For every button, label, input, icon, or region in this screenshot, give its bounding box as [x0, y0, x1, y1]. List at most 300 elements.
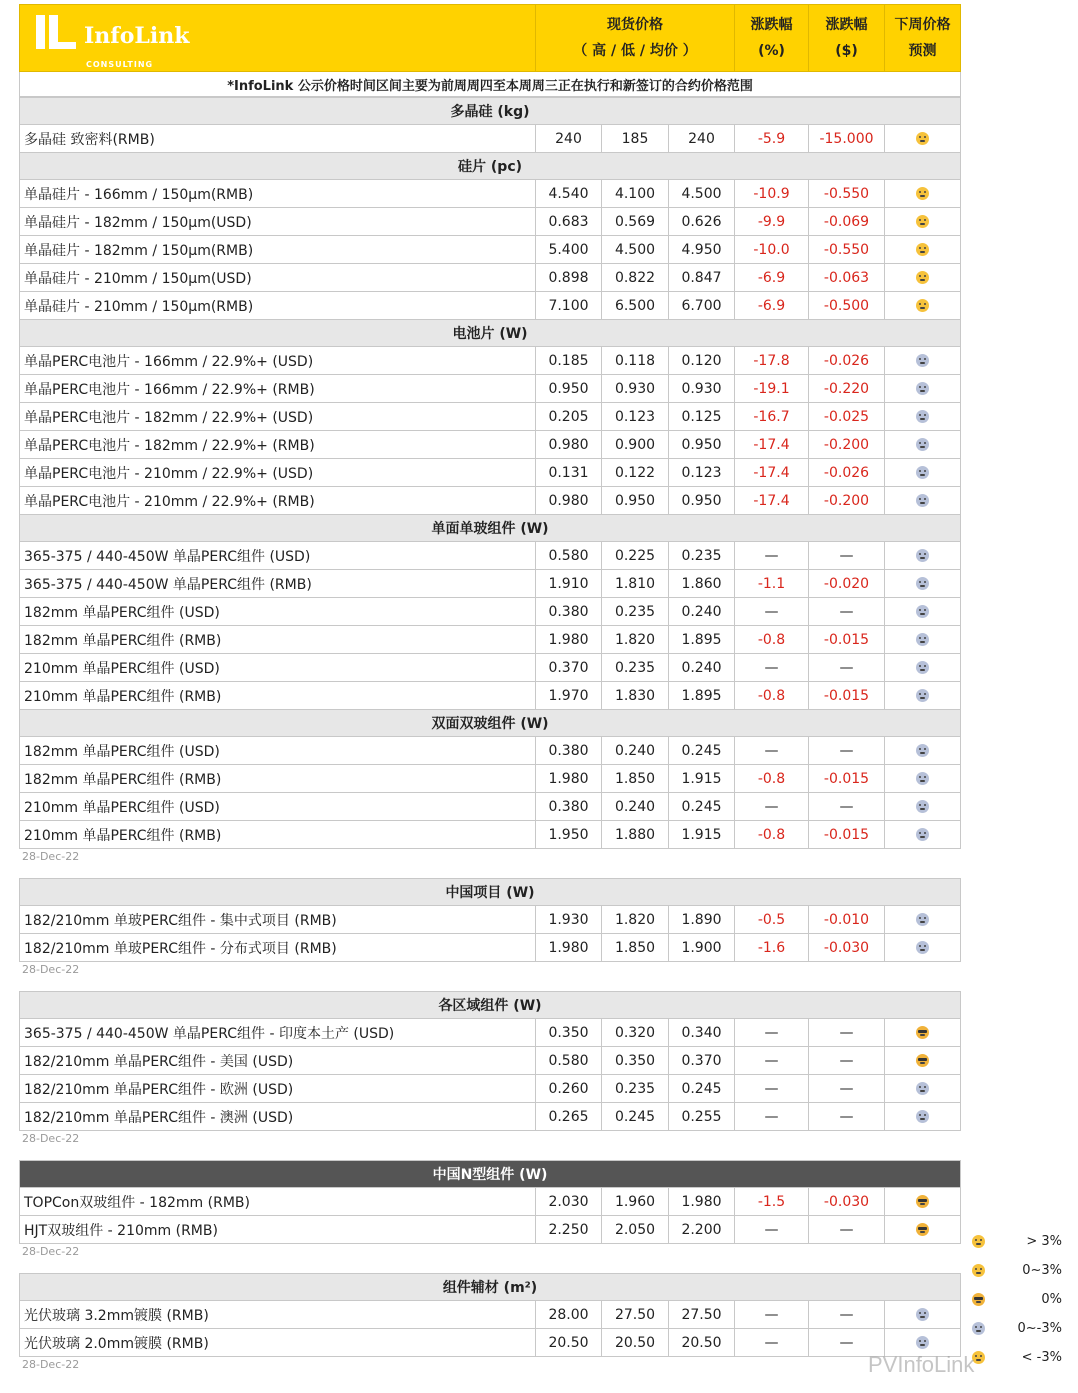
price-avg: 0.245 [669, 1075, 735, 1103]
price-high: 0.265 [536, 1103, 602, 1131]
spot-price-header-line2: （ 高 / 低 / 均价 ） [573, 43, 697, 59]
change-percent: -16.7 [735, 403, 809, 431]
forecast-cell [885, 906, 961, 934]
price-low: 6.500 [602, 292, 669, 320]
change-percent: -0.8 [735, 626, 809, 654]
change-percent: — [735, 598, 809, 626]
product-name: 多晶硅 致密料(RMB) [20, 125, 536, 153]
forecast-cell [885, 264, 961, 292]
price-high: 0.260 [536, 1075, 602, 1103]
price-avg: 6.700 [669, 292, 735, 320]
forecast-cell [885, 934, 961, 962]
price-low: 2.050 [602, 1216, 669, 1244]
table-row [20, 737, 961, 765]
table-row [20, 1188, 961, 1216]
legend-item [964, 1348, 1074, 1368]
sunglasses-face-icon [972, 1293, 985, 1306]
product-name: TOPCon双玻组件 - 182mm (RMB) [20, 1188, 536, 1216]
change-usd: -0.030 [809, 1188, 885, 1216]
sunglasses-face-icon [916, 1054, 929, 1067]
legend-label: 0~3% [1022, 1263, 1062, 1278]
product-name: 单晶硅片 - 166mm / 150μm(RMB) [20, 180, 536, 208]
table-row [20, 906, 961, 934]
change-percent: — [735, 1216, 809, 1244]
table-row [20, 375, 961, 403]
product-name: 单晶硅片 - 210mm / 150μm(USD) [20, 264, 536, 292]
price-low: 4.500 [602, 236, 669, 264]
price-low: 0.235 [602, 1075, 669, 1103]
price-avg: 1.895 [669, 682, 735, 710]
price-avg: 0.950 [669, 487, 735, 515]
price-avg: 1.900 [669, 934, 735, 962]
forecast-cell [885, 347, 961, 375]
price-low: 27.50 [602, 1301, 669, 1329]
forecast-cell [885, 570, 961, 598]
table-row [20, 765, 961, 793]
change-percent: — [735, 1103, 809, 1131]
table-row [20, 793, 961, 821]
product-name: 365-375 / 440-450W 单晶PERC组件 - 印度本土产 (USD) [20, 1019, 536, 1047]
screaming-face-icon [916, 549, 929, 562]
price-avg: 1.915 [669, 765, 735, 793]
price-avg: 2.200 [669, 1216, 735, 1244]
price-high: 5.400 [536, 236, 602, 264]
table-row [20, 598, 961, 626]
change-usd: — [809, 1047, 885, 1075]
product-name: 182mm 单晶PERC组件 (RMB) [20, 626, 536, 654]
screaming-face-icon [916, 1082, 929, 1095]
price-period-note: *InfoLink 公示价格时间区间主要为前周周四至本周周三正在执行和新签订的合约价格范围 [20, 72, 961, 97]
change-percent: — [735, 793, 809, 821]
price-high: 1.980 [536, 765, 602, 793]
table-row [20, 626, 961, 654]
change-percent: -19.1 [735, 375, 809, 403]
legend-label: 0~-3% [1017, 1321, 1062, 1336]
section-title: 中国项目 (W) [20, 879, 961, 906]
price-avg: 0.340 [669, 1019, 735, 1047]
product-name: 182/210mm 单玻PERC组件 - 集中式项目 (RMB) [20, 906, 536, 934]
section-title: 硅片 (pc) [20, 153, 961, 180]
table-row [20, 821, 961, 849]
change-percent: -17.4 [735, 487, 809, 515]
product-name: 182mm 单晶PERC组件 (USD) [20, 598, 536, 626]
product-name: 单晶PERC电池片 - 210mm / 22.9%+ (USD) [20, 459, 536, 487]
change-usd: — [809, 1075, 885, 1103]
legend-item [964, 1319, 1074, 1339]
table-row [20, 1103, 961, 1131]
change-percent: -17.4 [735, 459, 809, 487]
price-low: 1.960 [602, 1188, 669, 1216]
price-avg: 240 [669, 125, 735, 153]
screaming-face-icon [916, 410, 929, 423]
price-table [19, 1160, 961, 1244]
legend-item [964, 1261, 1074, 1281]
price-high: 2.250 [536, 1216, 602, 1244]
change-percent: -10.0 [735, 236, 809, 264]
forecast-cell [885, 1301, 961, 1329]
price-low: 1.830 [602, 682, 669, 710]
price-high: 0.580 [536, 542, 602, 570]
change-percent: -9.9 [735, 208, 809, 236]
screaming-face-icon [916, 689, 929, 702]
price-high: 0.185 [536, 347, 602, 375]
change-percent: -17.8 [735, 347, 809, 375]
report-date: 28-Dec-22 [22, 850, 80, 863]
price-high: 0.580 [536, 1047, 602, 1075]
report-date: 28-Dec-22 [22, 1245, 80, 1258]
slight-frown-icon [916, 187, 929, 200]
change-percent-header [735, 5, 809, 72]
report-date: 28-Dec-22 [22, 1132, 80, 1145]
change-usd: — [809, 1103, 885, 1131]
forecast-cell [885, 765, 961, 793]
slight-frown-icon [916, 215, 929, 228]
change-percent: -6.9 [735, 264, 809, 292]
forecast-cell [885, 431, 961, 459]
forecast-header [885, 5, 961, 72]
price-low: 1.820 [602, 906, 669, 934]
screaming-face-icon [916, 800, 929, 813]
price-avg: 0.930 [669, 375, 735, 403]
change-usd: — [809, 1329, 885, 1357]
forecast-cell [885, 180, 961, 208]
sunglasses-face-icon [916, 1223, 929, 1236]
price-avg: 0.626 [669, 208, 735, 236]
price-low: 0.123 [602, 403, 669, 431]
price-high: 0.950 [536, 375, 602, 403]
table-row [20, 1216, 961, 1244]
product-name: 365-375 / 440-450W 单晶PERC组件 (RMB) [20, 570, 536, 598]
change-usd: -0.550 [809, 180, 885, 208]
section-title: 单面单玻组件 (W) [20, 515, 961, 542]
change-usd: — [809, 654, 885, 682]
infolink-logo-icon [36, 15, 76, 57]
change-percent: — [735, 654, 809, 682]
section-title: 组件辅材 (m²) [20, 1274, 961, 1301]
change-usd: -0.500 [809, 292, 885, 320]
slight-frown-icon [916, 271, 929, 284]
change-usd: -0.220 [809, 375, 885, 403]
product-name: 单晶硅片 - 210mm / 150μm(RMB) [20, 292, 536, 320]
change-percent: -0.8 [735, 682, 809, 710]
product-name: 单晶PERC电池片 - 210mm / 22.9%+ (RMB) [20, 487, 536, 515]
price-table [19, 991, 961, 1131]
change-usd-header-line1: 涨跌幅 [825, 17, 868, 33]
price-low: 0.235 [602, 598, 669, 626]
price-low: 0.320 [602, 1019, 669, 1047]
section-title: 双面双玻组件 (W) [20, 710, 961, 737]
price-high: 1.930 [536, 906, 602, 934]
price-avg: 0.245 [669, 793, 735, 821]
price-low: 1.850 [602, 765, 669, 793]
change-usd: -0.015 [809, 821, 885, 849]
price-high: 0.380 [536, 598, 602, 626]
forecast-cell [885, 793, 961, 821]
change-usd-header-line2: ($) [835, 43, 858, 59]
table-row [20, 125, 961, 153]
product-name: 单晶PERC电池片 - 166mm / 22.9%+ (RMB) [20, 375, 536, 403]
product-name: 182mm 单晶PERC组件 (RMB) [20, 765, 536, 793]
change-usd: -0.015 [809, 626, 885, 654]
price-table [19, 878, 961, 962]
product-name: 210mm 单晶PERC组件 (RMB) [20, 682, 536, 710]
slight-frown-icon [916, 243, 929, 256]
forecast-header-line2: 预测 [908, 43, 937, 59]
screaming-face-icon [916, 382, 929, 395]
screaming-face-icon [916, 744, 929, 757]
change-usd: -0.063 [809, 264, 885, 292]
forecast-cell [885, 1216, 961, 1244]
change-percent: -1.6 [735, 934, 809, 962]
change-usd: — [809, 1301, 885, 1329]
price-avg: 0.255 [669, 1103, 735, 1131]
change-usd: -0.015 [809, 765, 885, 793]
screaming-face-icon [916, 913, 929, 926]
screaming-face-icon [916, 466, 929, 479]
change-percent: — [735, 542, 809, 570]
legend-item [964, 1232, 1074, 1252]
forecast-cell [885, 292, 961, 320]
price-low: 0.118 [602, 347, 669, 375]
price-high: 1.910 [536, 570, 602, 598]
change-usd: -0.020 [809, 570, 885, 598]
price-high: 0.980 [536, 487, 602, 515]
forecast-cell [885, 208, 961, 236]
price-avg: 0.370 [669, 1047, 735, 1075]
price-high: 4.540 [536, 180, 602, 208]
grinning-face-icon [972, 1235, 985, 1248]
table-row [20, 431, 961, 459]
forecast-cell [885, 459, 961, 487]
change-percent: -0.5 [735, 906, 809, 934]
forecast-cell [885, 125, 961, 153]
change-usd: -0.026 [809, 459, 885, 487]
forecast-cell [885, 487, 961, 515]
price-high: 0.898 [536, 264, 602, 292]
sunglasses-face-icon [916, 1195, 929, 1208]
screaming-face-icon [916, 354, 929, 367]
table-row [20, 682, 961, 710]
price-avg: 4.500 [669, 180, 735, 208]
product-name: 210mm 单晶PERC组件 (USD) [20, 793, 536, 821]
price-avg: 4.950 [669, 236, 735, 264]
price-avg: 20.50 [669, 1329, 735, 1357]
product-name: 光伏玻璃 3.2mm镀膜 (RMB) [20, 1301, 536, 1329]
spot-price-header-line1: 现货价格 [607, 17, 664, 33]
table-row [20, 1019, 961, 1047]
table-row [20, 570, 961, 598]
section-title: 多晶硅 (kg) [20, 98, 961, 125]
header-table [19, 4, 961, 97]
price-low: 1.850 [602, 934, 669, 962]
table-row [20, 542, 961, 570]
price-avg: 0.120 [669, 347, 735, 375]
price-avg: 1.915 [669, 821, 735, 849]
price-low: 0.822 [602, 264, 669, 292]
forecast-cell [885, 403, 961, 431]
price-avg: 1.895 [669, 626, 735, 654]
change-percent-header-line1: 涨跌幅 [750, 17, 793, 33]
change-percent: — [735, 1019, 809, 1047]
price-low: 20.50 [602, 1329, 669, 1357]
price-avg: 27.50 [669, 1301, 735, 1329]
change-usd: — [809, 542, 885, 570]
forecast-cell [885, 626, 961, 654]
price-low: 0.245 [602, 1103, 669, 1131]
price-low: 0.240 [602, 793, 669, 821]
screaming-face-icon [916, 1308, 929, 1321]
product-name: 182/210mm 单晶PERC组件 - 美国 (USD) [20, 1047, 536, 1075]
report-date: 28-Dec-22 [22, 1358, 80, 1371]
forecast-cell [885, 1075, 961, 1103]
change-usd: -0.026 [809, 347, 885, 375]
price-avg: 0.245 [669, 737, 735, 765]
product-name: 单晶硅片 - 182mm / 150μm(RMB) [20, 236, 536, 264]
price-high: 0.205 [536, 403, 602, 431]
price-high: 0.683 [536, 208, 602, 236]
price-low: 0.900 [602, 431, 669, 459]
price-high: 0.980 [536, 431, 602, 459]
product-name: 182/210mm 单晶PERC组件 - 欧洲 (USD) [20, 1075, 536, 1103]
table-row [20, 1329, 961, 1357]
change-percent: — [735, 1075, 809, 1103]
product-name: 光伏玻璃 2.0mm镀膜 (RMB) [20, 1329, 536, 1357]
table-row [20, 403, 961, 431]
product-name: 182/210mm 单玻PERC组件 - 分布式项目 (RMB) [20, 934, 536, 962]
price-low: 0.240 [602, 737, 669, 765]
product-name: 单晶PERC电池片 - 182mm / 22.9%+ (RMB) [20, 431, 536, 459]
forecast-header-line1: 下周价格 [894, 17, 951, 33]
screaming-face-icon [916, 1336, 929, 1349]
price-high: 20.50 [536, 1329, 602, 1357]
forecast-cell [885, 598, 961, 626]
change-usd: -0.200 [809, 487, 885, 515]
price-low: 0.350 [602, 1047, 669, 1075]
change-percent: -6.9 [735, 292, 809, 320]
change-usd: — [809, 737, 885, 765]
change-usd: -0.010 [809, 906, 885, 934]
table-row [20, 487, 961, 515]
price-low: 1.880 [602, 821, 669, 849]
price-high: 1.970 [536, 682, 602, 710]
price-table [19, 97, 961, 849]
forecast-cell [885, 682, 961, 710]
price-avg: 0.240 [669, 654, 735, 682]
product-name: 单晶硅片 - 182mm / 150μm(USD) [20, 208, 536, 236]
change-usd: — [809, 598, 885, 626]
change-percent-header-line2: (%) [758, 43, 785, 59]
price-avg: 0.123 [669, 459, 735, 487]
section-title: 各区域组件 (W) [20, 992, 961, 1019]
watermark: PVInfoLink [868, 1352, 975, 1377]
smiling-face-icon [972, 1264, 985, 1277]
product-name: HJT双玻组件 - 210mm (RMB) [20, 1216, 536, 1244]
legend-label: < -3% [1021, 1350, 1062, 1365]
screaming-face-icon [916, 494, 929, 507]
price-low: 0.122 [602, 459, 669, 487]
price-report [19, 4, 960, 1372]
screaming-face-icon [916, 941, 929, 954]
price-avg: 0.125 [669, 403, 735, 431]
price-avg: 1.860 [669, 570, 735, 598]
change-usd: -0.030 [809, 934, 885, 962]
change-percent: -5.9 [735, 125, 809, 153]
price-low: 0.930 [602, 375, 669, 403]
change-usd: — [809, 1216, 885, 1244]
screaming-face-icon [916, 633, 929, 646]
change-usd-header [809, 5, 885, 72]
price-blocks [19, 97, 960, 1372]
product-name: 单晶PERC电池片 - 166mm / 22.9%+ (USD) [20, 347, 536, 375]
slight-frown-icon [916, 132, 929, 145]
screaming-face-icon [972, 1322, 985, 1335]
legend-item [964, 1290, 1074, 1310]
price-high: 28.00 [536, 1301, 602, 1329]
change-usd: — [809, 1019, 885, 1047]
logo-subtext: CONSULTING [86, 60, 154, 69]
change-percent: -10.9 [735, 180, 809, 208]
change-percent: -1.5 [735, 1188, 809, 1216]
price-low: 0.569 [602, 208, 669, 236]
price-table [19, 1273, 961, 1357]
change-usd: -0.069 [809, 208, 885, 236]
table-row [20, 1301, 961, 1329]
forecast-cell [885, 737, 961, 765]
forecast-cell [885, 375, 961, 403]
price-avg: 1.980 [669, 1188, 735, 1216]
price-low: 4.100 [602, 180, 669, 208]
table-row [20, 1075, 961, 1103]
table-row [20, 292, 961, 320]
price-high: 1.980 [536, 934, 602, 962]
section-title: 中国N型组件 (W) [20, 1161, 961, 1188]
price-high: 7.100 [536, 292, 602, 320]
price-high: 1.950 [536, 821, 602, 849]
sunglasses-face-icon [916, 1026, 929, 1039]
price-low: 0.225 [602, 542, 669, 570]
forecast-cell [885, 236, 961, 264]
table-row [20, 654, 961, 682]
product-name: 单晶PERC电池片 - 182mm / 22.9%+ (USD) [20, 403, 536, 431]
price-high: 0.131 [536, 459, 602, 487]
change-percent: -0.8 [735, 821, 809, 849]
change-usd: -0.025 [809, 403, 885, 431]
change-percent: -1.1 [735, 570, 809, 598]
table-row [20, 236, 961, 264]
forecast-cell [885, 1019, 961, 1047]
product-name: 365-375 / 440-450W 单晶PERC组件 (USD) [20, 542, 536, 570]
table-row [20, 180, 961, 208]
change-percent: — [735, 737, 809, 765]
table-row [20, 1047, 961, 1075]
forecast-cell [885, 542, 961, 570]
screaming-face-icon [916, 661, 929, 674]
logo-text: InfoLink [84, 23, 190, 49]
product-name: 210mm 单晶PERC组件 (RMB) [20, 821, 536, 849]
price-avg: 0.240 [669, 598, 735, 626]
change-percent: — [735, 1329, 809, 1357]
spot-price-header [536, 5, 735, 72]
legend-label: > 3% [1026, 1234, 1062, 1249]
table-row [20, 347, 961, 375]
price-avg: 1.890 [669, 906, 735, 934]
forecast-cell [885, 1188, 961, 1216]
price-avg: 0.847 [669, 264, 735, 292]
change-usd: -0.200 [809, 431, 885, 459]
price-low: 185 [602, 125, 669, 153]
price-avg: 0.235 [669, 542, 735, 570]
change-percent: — [735, 1047, 809, 1075]
